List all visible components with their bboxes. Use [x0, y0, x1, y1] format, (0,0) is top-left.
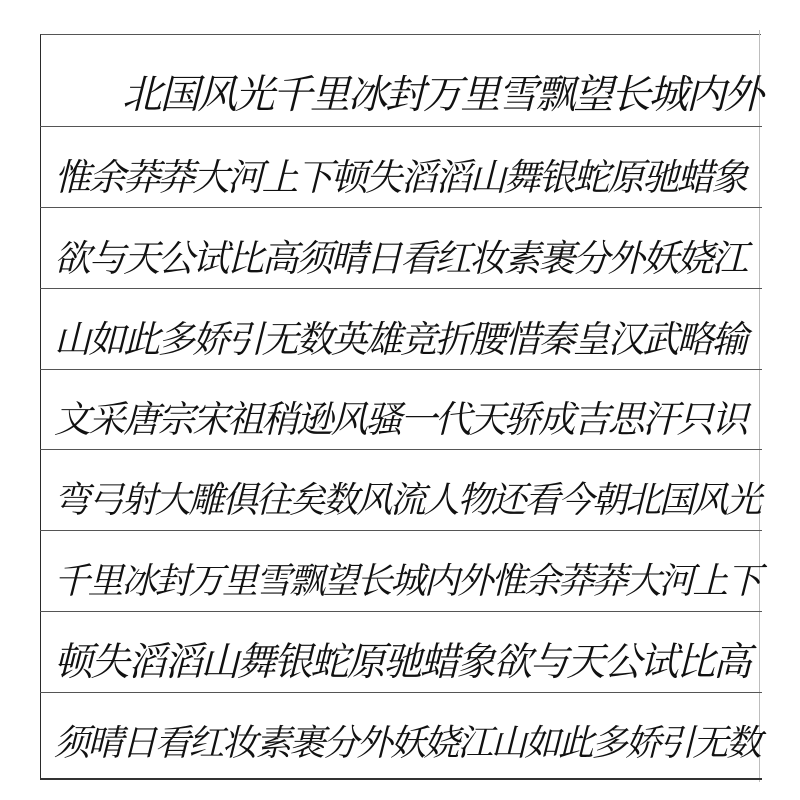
handwritten-line-8: 顿失滔滔山舞银蛇原驰蜡象欲与天公试比高	[54, 640, 750, 685]
handwritten-line-5: 文采唐宗宋祖稍逊风骚一代天骄成吉思汗只识	[54, 398, 746, 441]
handwritten-line-6: 弯弓射大雕俱往矣数风流人物还看今朝北国风光	[54, 480, 760, 521]
handwritten-line-3: 欲与天公试比高须晴日看红妆素裹分外妖娆江	[54, 237, 746, 280]
handwritten-line-7: 千里冰封万里雪飘望长城内外惟余莽莽大河上下	[54, 561, 760, 602]
handwritten-line-9: 须晴日看红妆素裹分外妖娆江山如此多娇引无数	[54, 723, 760, 764]
handwritten-line-1: 北国风光千里冰封万里雪飘望长城内外	[122, 72, 762, 118]
handwritten-line-2: 惟余莽莽大河上下顿失滔滔山舞银蛇原驰蜡象	[54, 156, 746, 199]
handwritten-line-4: 山如此多娇引无数英雄竞折腰惜秦皇汉武略输	[54, 318, 746, 361]
